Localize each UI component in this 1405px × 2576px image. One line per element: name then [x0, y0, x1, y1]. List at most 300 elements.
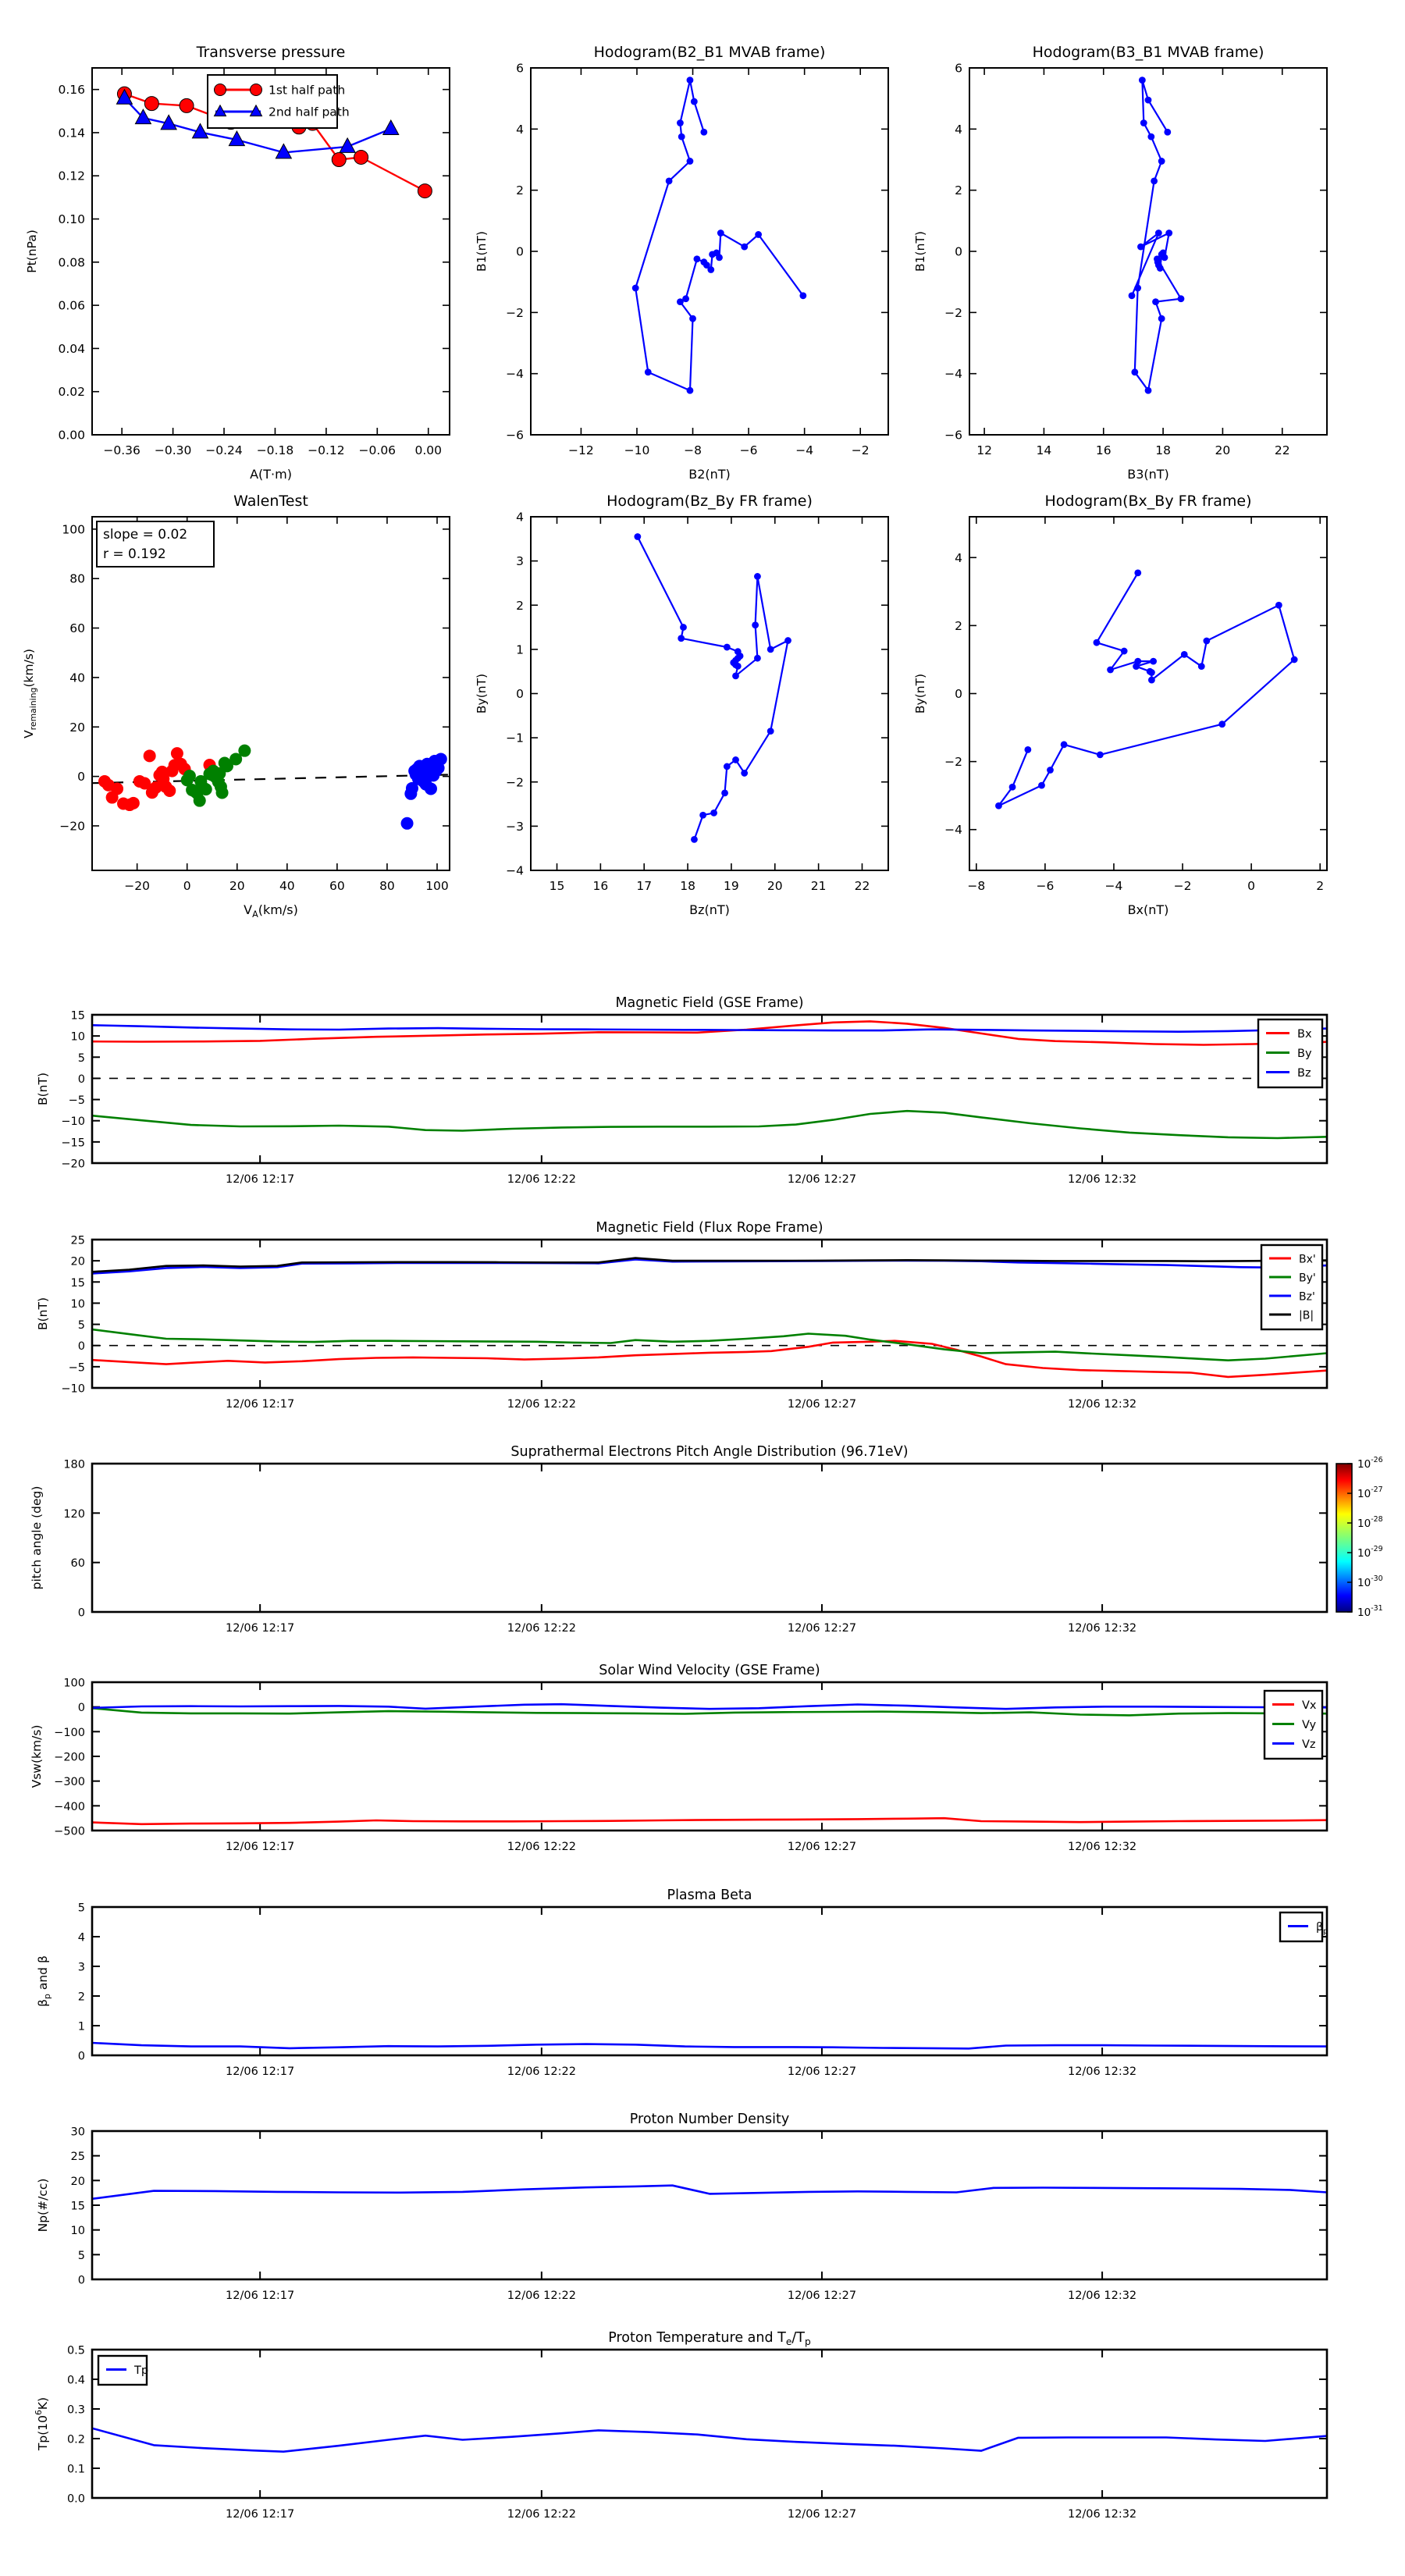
- y-tick-label: 0.10: [58, 212, 85, 227]
- y-tick-label: 4: [955, 550, 962, 565]
- data-point-marker: [354, 150, 368, 164]
- data-point-marker: [1198, 663, 1205, 670]
- data-point-marker: [1150, 658, 1157, 665]
- x-axis-label: B2(nT): [688, 467, 731, 482]
- data-point-marker: [784, 637, 791, 644]
- y-tick-label: 15: [70, 2200, 85, 2213]
- data-point-marker: [767, 646, 774, 653]
- data-point-marker: [180, 98, 194, 112]
- data-point-marker: [1129, 292, 1136, 299]
- y-tick-label: 0.08: [58, 255, 85, 270]
- x-tick-label: −0.24: [205, 443, 243, 457]
- x-tick-label: 0.00: [414, 443, 442, 457]
- y-tick-label: −1: [506, 731, 524, 745]
- data-point-marker: [1181, 651, 1188, 658]
- data-point-marker: [1047, 767, 1054, 774]
- x-tick-label: 0: [1247, 879, 1256, 893]
- y-tick-label: −15: [61, 1137, 85, 1150]
- legend-solar-wind-velocity: [1264, 1691, 1322, 1759]
- x-tick-label: 12/06 12:17: [226, 2065, 295, 2078]
- data-point-marker: [721, 790, 728, 797]
- x-tick-label: 60: [329, 879, 345, 893]
- chart-title: Plasma Beta: [667, 1888, 752, 1903]
- data-point-marker: [1139, 76, 1146, 84]
- chart-title: Hodogram(Bx_By FR frame): [1044, 493, 1252, 510]
- y-tick-label: −2: [506, 775, 524, 790]
- data-point-marker: [1131, 368, 1138, 375]
- x-tick-label: 20: [767, 879, 783, 893]
- colorbar-tick-label: $10^{-29}$: [1357, 1545, 1383, 1560]
- data-point-marker: [425, 782, 437, 795]
- data-point-marker: [1097, 752, 1104, 759]
- y-tick-label: 0.12: [58, 169, 85, 183]
- x-tick-label: 12: [976, 443, 992, 457]
- legend-label: By': [1299, 1272, 1316, 1285]
- data-point-marker: [699, 812, 706, 819]
- y-tick-label: 0: [955, 687, 962, 701]
- y-tick-label: 2: [516, 183, 524, 198]
- data-point-marker: [1137, 244, 1144, 251]
- data-point-marker: [171, 747, 183, 760]
- x-axis-label: Bx(nT): [1127, 902, 1169, 917]
- data-point-marker: [678, 133, 685, 141]
- x-tick-label: −10: [624, 443, 650, 457]
- data-point-marker: [752, 621, 759, 628]
- data-point-marker: [1158, 315, 1165, 322]
- data-point-marker: [680, 624, 687, 631]
- data-point-marker: [707, 266, 714, 273]
- x-tick-label: −0.36: [103, 443, 140, 457]
- data-point-marker: [732, 756, 739, 763]
- x-tick-label: 16: [1095, 443, 1112, 457]
- y-axis-label: By(nT): [913, 673, 927, 714]
- x-tick-label: 12/06 12:22: [507, 1841, 576, 1853]
- x-tick-label: 21: [810, 879, 827, 893]
- data-point-marker: [735, 655, 742, 662]
- x-tick-label: −6: [1036, 879, 1055, 893]
- y-tick-label: 5: [77, 1902, 85, 1915]
- data-point-marker: [741, 244, 748, 251]
- chart-title: Hodogram(B3_B1 MVAB frame): [1032, 44, 1264, 61]
- y-tick-label: −20: [61, 1158, 85, 1171]
- x-tick-label: 0: [183, 879, 191, 893]
- y-tick-label: 10: [70, 1030, 85, 1044]
- data-point-marker: [1155, 229, 1162, 237]
- data-point-marker: [238, 745, 251, 757]
- data-point-marker: [1218, 720, 1225, 728]
- y-tick-label: 10: [70, 2225, 85, 2238]
- data-point-marker: [127, 797, 140, 809]
- data-point-marker: [1038, 782, 1045, 789]
- y-axis-label: $\beta_p$ and β: [36, 1955, 52, 2007]
- y-tick-label: 6: [955, 61, 962, 76]
- y-tick-label: −3: [506, 819, 524, 834]
- x-tick-label: −2: [851, 443, 870, 457]
- y-axis-label: By(nT): [475, 673, 489, 714]
- data-point-marker: [111, 782, 123, 795]
- x-tick-label: 12/06 12:27: [787, 1398, 857, 1411]
- y-tick-label: 0.06: [58, 298, 85, 313]
- y-tick-label: 25: [70, 1234, 85, 1247]
- chart-title: WalenTest: [233, 493, 308, 510]
- y-tick-label: 0.0: [66, 2492, 85, 2506]
- data-point-marker: [401, 817, 414, 830]
- data-point-marker: [144, 749, 156, 762]
- x-tick-label: 12/06 12:32: [1067, 1398, 1137, 1411]
- y-tick-label: 15: [70, 1009, 85, 1023]
- x-tick-label: −2: [1173, 879, 1192, 893]
- y-tick-label: 180: [63, 1458, 85, 1471]
- y-tick-label: 2: [955, 618, 962, 633]
- legend-magnetic-field-flux-rope: [1261, 1245, 1322, 1329]
- data-point-marker: [693, 255, 700, 262]
- y-tick-label: −5: [68, 1094, 85, 1108]
- data-point-marker: [682, 295, 689, 302]
- x-axis-label: A(T·m): [250, 467, 292, 482]
- colorbar-tick-label: $10^{-26}$: [1357, 1456, 1383, 1471]
- x-tick-label: 12/06 12:32: [1067, 2290, 1137, 2302]
- data-point-marker: [332, 153, 346, 167]
- x-tick-label: 12/06 12:22: [507, 1622, 576, 1635]
- x-tick-label: 17: [636, 879, 653, 893]
- x-axis-label: $V_A(km/s)$: [244, 902, 298, 920]
- y-tick-label: 0: [955, 244, 962, 259]
- data-point-marker: [678, 635, 685, 642]
- y-tick-label: −4: [506, 863, 524, 878]
- x-tick-label: 14: [1036, 443, 1052, 457]
- data-point-marker: [216, 787, 229, 799]
- y-tick-label: 100: [63, 1677, 85, 1690]
- x-tick-label: 16: [592, 879, 609, 893]
- chart-title: Proton Temperature and $T_e/T_p$: [608, 2330, 811, 2347]
- x-tick-label: 18: [680, 879, 695, 893]
- y-tick-label: −20: [59, 819, 85, 834]
- data-point-marker: [1161, 254, 1168, 261]
- y-tick-label: −300: [54, 1776, 85, 1789]
- x-tick-label: 12/06 12:27: [787, 2290, 857, 2302]
- y-tick-label: 4: [516, 510, 524, 525]
- data-point-marker: [724, 763, 731, 770]
- legend-magnetic-field-gse: [1258, 1019, 1322, 1087]
- y-tick-label: −2: [944, 755, 962, 770]
- x-tick-label: 12/06 12:27: [787, 1841, 857, 1853]
- y-axis-label: B1(nT): [475, 231, 489, 272]
- data-point-marker: [1152, 298, 1159, 305]
- data-point-marker: [645, 368, 652, 375]
- colorbar-tick-label: $10^{-28}$: [1357, 1515, 1383, 1530]
- data-point-marker: [251, 84, 262, 96]
- x-tick-label: 12/06 12:22: [507, 2290, 576, 2302]
- x-tick-label: 12/06 12:17: [226, 2290, 295, 2302]
- y-tick-label: 0.14: [58, 126, 85, 141]
- data-point-marker: [1145, 387, 1152, 394]
- x-tick-label: 18: [1155, 443, 1171, 457]
- y-tick-label: 5: [77, 1319, 85, 1332]
- y-tick-label: 3: [516, 554, 524, 569]
- y-axis-label: B1(nT): [913, 231, 927, 272]
- legend-label: $\beta_p$: [1316, 1921, 1329, 1936]
- y-tick-label: 0: [77, 2050, 85, 2063]
- x-tick-label: −20: [124, 879, 151, 893]
- y-tick-label: 60: [69, 621, 85, 636]
- data-point-marker: [1145, 97, 1152, 104]
- data-point-marker: [1024, 746, 1031, 753]
- legend-label: Bx': [1299, 1253, 1316, 1266]
- x-tick-label: 12/06 12:27: [787, 2065, 857, 2078]
- colorbar-tick-label: $10^{-30}$: [1357, 1574, 1383, 1589]
- x-tick-label: 22: [1274, 443, 1290, 457]
- data-point-marker: [687, 158, 694, 165]
- x-tick-label: 20: [1215, 443, 1231, 457]
- data-point-marker: [1291, 656, 1298, 664]
- data-point-marker: [689, 315, 696, 322]
- data-point-marker: [691, 836, 698, 843]
- x-tick-label: −0.30: [154, 443, 192, 457]
- x-tick-label: −4: [1104, 879, 1123, 893]
- y-tick-label: 5: [77, 1051, 85, 1065]
- data-point-marker: [732, 672, 739, 679]
- data-point-marker: [1061, 741, 1068, 748]
- data-point-marker: [1148, 677, 1155, 684]
- x-tick-label: 12/06 12:17: [226, 1841, 295, 1853]
- chart-title: Hodogram(Bz_By FR frame): [606, 493, 813, 510]
- data-point-marker: [710, 809, 717, 817]
- data-point-marker: [418, 184, 432, 198]
- y-tick-label: 0.02: [58, 385, 85, 400]
- x-tick-label: 15: [549, 879, 565, 893]
- data-point-marker: [144, 97, 158, 111]
- data-point-marker: [717, 229, 724, 237]
- legend-label: Tp: [134, 2364, 149, 2377]
- data-point-marker: [1275, 602, 1282, 609]
- chart-title: Proton Number Density: [629, 2112, 790, 2127]
- colorbar-gradient: [1336, 1464, 1352, 1612]
- x-tick-label: 12/06 12:27: [787, 1173, 857, 1186]
- y-tick-label: 0.04: [58, 341, 85, 356]
- x-tick-label: 40: [279, 879, 295, 893]
- x-tick-label: −12: [568, 443, 594, 457]
- colorbar-tick-label: $10^{-31}$: [1357, 1604, 1383, 1619]
- data-point-marker: [741, 770, 748, 777]
- legend-label: Bz: [1297, 1067, 1311, 1080]
- x-tick-label: 20: [229, 879, 245, 893]
- y-axis-label: $Tp(10^6K)$: [34, 2396, 50, 2451]
- chart-title: Magnetic Field (Flux Rope Frame): [596, 1220, 823, 1236]
- x-tick-label: 12/06 12:32: [1067, 2065, 1137, 2078]
- x-tick-label: 100: [425, 879, 449, 893]
- y-tick-label: 0: [77, 770, 85, 785]
- x-tick-label: 12/06 12:17: [226, 1173, 295, 1186]
- data-point-marker: [754, 655, 761, 662]
- y-tick-label: 20: [70, 2175, 85, 2188]
- y-tick-label: −400: [54, 1800, 85, 1813]
- x-tick-label: 12/06 12:27: [787, 2508, 857, 2521]
- data-point-marker: [799, 292, 806, 299]
- y-tick-label: 100: [62, 522, 85, 537]
- data-point-marker: [1164, 129, 1171, 136]
- y-tick-label: 1: [77, 2020, 85, 2033]
- x-tick-label: −0.12: [308, 443, 345, 457]
- y-tick-label: 0.16: [58, 83, 85, 98]
- legend-label: By: [1297, 1048, 1312, 1060]
- x-tick-label: 12/06 12:22: [507, 2508, 576, 2521]
- y-tick-label: 0.1: [66, 2463, 85, 2476]
- y-tick-label: −100: [54, 1726, 85, 1739]
- x-tick-label: 2: [1316, 879, 1325, 893]
- y-tick-label: −4: [944, 367, 962, 382]
- legend-plasma-beta: [1280, 1912, 1328, 1941]
- annotation-text: r = 0.192: [103, 546, 166, 562]
- y-tick-label: −500: [54, 1825, 85, 1838]
- y-tick-label: 0.2: [66, 2433, 85, 2446]
- y-tick-label: 1: [516, 642, 524, 657]
- legend-label: Vx: [1302, 1699, 1317, 1712]
- x-tick-label: 12/06 12:22: [507, 1398, 576, 1411]
- y-tick-label: 0: [77, 1606, 85, 1620]
- y-tick-label: 30: [70, 2126, 85, 2139]
- chart-title: Hodogram(B2_B1 MVAB frame): [593, 44, 826, 61]
- data-point-marker: [1134, 569, 1141, 576]
- x-tick-label: 12/06 12:17: [226, 1622, 295, 1635]
- data-point-marker: [735, 663, 742, 670]
- x-tick-label: −0.18: [256, 443, 294, 457]
- data-point-marker: [1009, 784, 1016, 791]
- y-axis-label: B(nT): [36, 1072, 50, 1106]
- data-point-marker: [163, 785, 176, 797]
- data-point-marker: [1121, 648, 1128, 655]
- y-axis-label: $V_{remaining}(km/s)$: [22, 649, 38, 738]
- y-tick-label: 2: [516, 598, 524, 613]
- x-tick-label: 12/06 12:22: [507, 2065, 576, 2078]
- y-tick-label: 0.5: [66, 2344, 85, 2357]
- y-tick-label: 120: [63, 1507, 85, 1521]
- data-point-marker: [754, 573, 761, 580]
- y-tick-label: −2: [944, 305, 962, 320]
- x-tick-label: 19: [724, 879, 739, 893]
- data-point-marker: [700, 129, 707, 136]
- x-tick-label: −6: [739, 443, 758, 457]
- y-axis-label: B(nT): [36, 1297, 50, 1331]
- y-axis-label: Np(#/cc): [36, 2178, 50, 2233]
- y-tick-label: 2: [955, 183, 962, 198]
- x-tick-label: 12/06 12:27: [787, 1622, 857, 1635]
- data-point-marker: [634, 533, 641, 540]
- x-tick-label: 12/06 12:32: [1067, 1841, 1137, 1853]
- data-point-marker: [1157, 265, 1164, 272]
- chart-title: Magnetic Field (GSE Frame): [615, 995, 804, 1011]
- y-tick-label: 0: [77, 1702, 85, 1715]
- data-point-marker: [1203, 638, 1210, 645]
- legend-label: Bz': [1299, 1290, 1315, 1304]
- legend-label: Vz: [1302, 1738, 1316, 1751]
- data-point-marker: [1134, 285, 1141, 292]
- y-tick-label: −2: [506, 305, 524, 320]
- y-tick-label: −200: [54, 1751, 85, 1764]
- y-tick-label: −6: [944, 428, 962, 443]
- x-tick-label: −0.06: [358, 443, 397, 457]
- data-point-marker: [724, 644, 731, 651]
- y-tick-label: 0: [77, 1073, 85, 1086]
- y-tick-label: 10: [70, 1297, 85, 1311]
- y-tick-label: −4: [944, 823, 962, 838]
- data-point-marker: [215, 84, 226, 96]
- data-point-marker: [1147, 133, 1154, 141]
- y-tick-label: 0: [77, 2274, 85, 2287]
- y-tick-label: 0.4: [66, 2374, 85, 2387]
- annotation-text: slope = 0.02: [103, 527, 188, 543]
- legend-label: Vy: [1302, 1719, 1317, 1731]
- data-point-marker: [1158, 158, 1165, 165]
- x-tick-label: 22: [854, 879, 870, 893]
- x-tick-label: 80: [379, 879, 395, 893]
- data-point-marker: [1140, 119, 1147, 126]
- x-tick-label: 12/06 12:32: [1067, 1173, 1137, 1186]
- colorbar-tick-label: $10^{-27}$: [1357, 1485, 1383, 1500]
- x-tick-label: 12/06 12:17: [226, 2508, 295, 2521]
- y-tick-label: −4: [506, 367, 524, 382]
- legend-label: Bx: [1297, 1028, 1312, 1041]
- y-axis-label: Vsw(km/s): [30, 1724, 44, 1788]
- data-point-marker: [687, 387, 694, 394]
- y-axis-label: pitch angle (deg): [30, 1485, 44, 1590]
- y-tick-label: 3: [77, 1961, 85, 1974]
- data-point-marker: [691, 98, 698, 105]
- y-tick-label: 80: [69, 571, 85, 586]
- y-tick-label: 4: [516, 122, 524, 137]
- y-tick-label: 25: [70, 2151, 85, 2164]
- data-point-marker: [200, 783, 212, 795]
- annotation-walen-test: [97, 521, 214, 567]
- y-tick-label: −6: [506, 428, 524, 443]
- x-tick-label: 12/06 12:17: [226, 1398, 295, 1411]
- y-axis-label: Pt(nPa): [25, 229, 39, 273]
- y-tick-label: −10: [61, 1382, 85, 1396]
- data-point-marker: [767, 728, 774, 735]
- y-tick-label: 20: [70, 1255, 85, 1268]
- data-point-marker: [1094, 639, 1101, 646]
- y-tick-label: 0.00: [58, 428, 85, 443]
- y-tick-label: 0: [516, 244, 524, 259]
- x-tick-label: −8: [967, 879, 986, 893]
- data-point-marker: [687, 76, 694, 84]
- x-tick-label: 12/06 12:32: [1067, 2508, 1137, 2521]
- y-tick-label: 40: [69, 671, 85, 685]
- y-tick-label: 6: [516, 61, 524, 76]
- y-tick-label: 4: [77, 1931, 85, 1944]
- data-point-marker: [1151, 178, 1158, 185]
- data-point-marker: [1133, 663, 1140, 670]
- y-tick-label: 15: [70, 1276, 85, 1290]
- y-tick-label: 4: [955, 122, 962, 137]
- data-point-marker: [1178, 295, 1185, 302]
- data-point-marker: [183, 770, 196, 782]
- data-point-marker: [666, 178, 673, 185]
- data-point-marker: [435, 753, 447, 765]
- y-tick-label: 2: [77, 1991, 85, 2004]
- legend-label: |B|: [1299, 1309, 1314, 1322]
- data-point-marker: [1148, 669, 1155, 676]
- y-tick-label: 0: [77, 1340, 85, 1354]
- x-axis-label: B3(nT): [1127, 467, 1169, 482]
- data-point-marker: [755, 231, 762, 238]
- chart-title: Transverse pressure: [196, 44, 346, 61]
- x-tick-label: 12/06 12:22: [507, 1173, 576, 1186]
- data-point-marker: [194, 795, 206, 807]
- legend-label: 2nd half path: [269, 105, 350, 119]
- y-tick-label: 0.3: [66, 2403, 85, 2417]
- y-tick-label: −10: [61, 1115, 85, 1129]
- data-point-marker: [632, 285, 639, 292]
